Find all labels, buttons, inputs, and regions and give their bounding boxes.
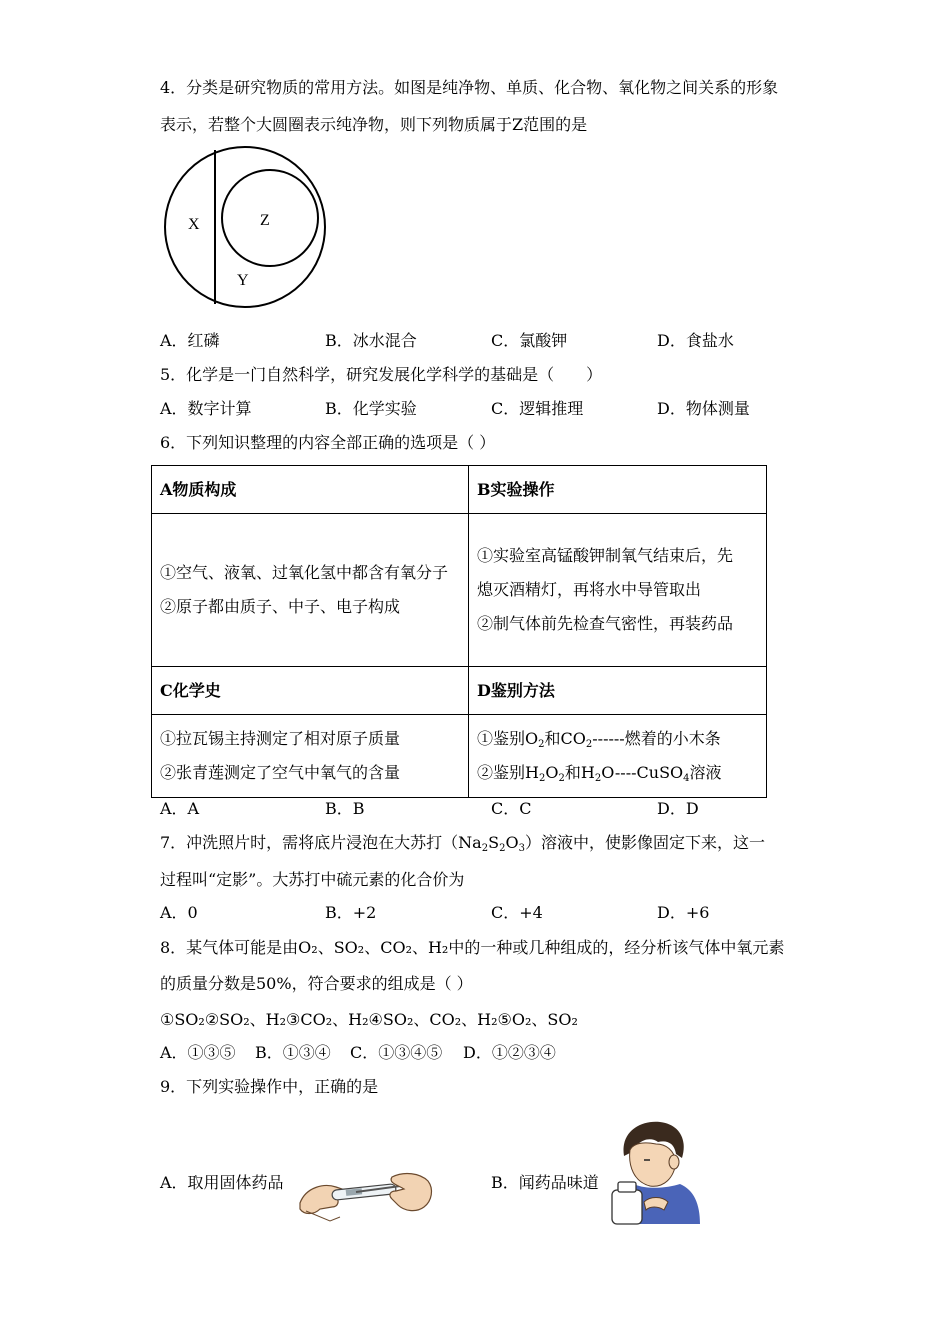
cell-c-body bbox=[152, 715, 469, 798]
q6-option-a[interactable]: A．A bbox=[160, 799, 200, 818]
cell-b-body bbox=[469, 514, 767, 667]
q5-stem: 5．化学是一门自然科学，研究发展化学科学的基础是（ ） bbox=[160, 365, 603, 384]
a-item-2: ②原子都由质子、中子、电子构成 bbox=[160, 597, 401, 616]
q7-option-a[interactable]: A．0 bbox=[160, 903, 198, 922]
q9-stem: 9．下列实验操作中，正确的是 bbox=[160, 1077, 379, 1096]
d-item-1: ①鉴别$O_2$和$CO_2------$燃着的小木条 bbox=[477, 729, 721, 750]
q4-option-a[interactable]: A．红磷 bbox=[160, 331, 220, 350]
q5-option-b[interactable]: B．化学实验 bbox=[325, 399, 417, 418]
b-item-1b: 熄灭酒精灯，再将水中导管取出 bbox=[477, 580, 702, 599]
q4-stem-line1: 4．分类是研究物质的常用方法。如图是纯净物、单质、化合物、氧化物之间关系的形象 bbox=[160, 78, 779, 97]
q8-stem-line1: 8．某气体可能是由O₂、SO₂、CO₂、H₂中的一种或几种组成的，经分析该气体中氧元素 bbox=[160, 938, 785, 957]
q4-option-c[interactable]: C．氯酸钾 bbox=[491, 331, 568, 350]
q4-option-d[interactable]: D．食盐水 bbox=[657, 331, 734, 350]
label-y: Y bbox=[237, 272, 249, 289]
label-z: Z bbox=[260, 212, 270, 229]
q4-stem-line2: 表示，若整个大圆圈表示纯净物，则下列物质属于Z范围的是 bbox=[160, 115, 588, 134]
solid-reagent-illustration bbox=[296, 1165, 434, 1223]
q6-option-b[interactable]: B．B bbox=[325, 799, 365, 818]
b-item-1a: ①实验室高锰酸钾制氧气结束后，先 bbox=[477, 546, 734, 565]
q8-option-c[interactable]: C．①③④⑤ bbox=[350, 1043, 443, 1062]
q7-stem-line1: 7．冲洗照片时，需将底片浸泡在大苏打$(Na_2S_2O_3)$溶液中，使影像固定下来，这一 bbox=[160, 833, 765, 854]
q8-option-b[interactable]: B．①③④ bbox=[255, 1043, 331, 1062]
q5-option-a[interactable]: A．数字计算 bbox=[160, 399, 252, 418]
classification-diagram bbox=[160, 143, 332, 313]
label-x: X bbox=[188, 216, 200, 233]
cell-d-body bbox=[469, 715, 767, 798]
cell-a-title: A物质构成 bbox=[152, 466, 469, 514]
z-circle bbox=[222, 170, 318, 266]
q8-stem-line2: 的质量分数是50%，符合要求的组成是（ ） bbox=[160, 974, 473, 993]
a-item-1: ①空气、液氧、过氧化氢中都含有氧分子 bbox=[160, 563, 449, 582]
smelling-chemical-illustration bbox=[610, 1118, 702, 1226]
q7-option-d[interactable]: D．+6 bbox=[657, 903, 710, 922]
q4-option-b[interactable]: B．冰水混合 bbox=[325, 331, 417, 350]
cell-c-title: C化学史 bbox=[152, 667, 469, 715]
d-item-2: ②鉴别$H_2O_2$和$H_2O----CuSO_4$溶液 bbox=[477, 763, 722, 784]
q8-option-d[interactable]: D．①②③④ bbox=[463, 1043, 556, 1062]
cell-b-title: B实验操作 bbox=[469, 466, 767, 514]
q7-option-c[interactable]: C．+4 bbox=[491, 903, 543, 922]
knowledge-table bbox=[151, 465, 767, 798]
q8-option-a[interactable]: A．①③⑤ bbox=[160, 1043, 236, 1062]
q8-combinations: ①SO₂②SO₂、H₂③CO₂、H₂④SO₂、CO₂、H₂⑤O₂、SO₂ bbox=[160, 1010, 578, 1029]
q6-option-c[interactable]: C．C bbox=[491, 799, 532, 818]
b-item-2: ②制气体前先检查气密性，再装药品 bbox=[477, 614, 734, 633]
c-item-2: ②张青莲测定了空气中氧气的含量 bbox=[160, 763, 401, 782]
q5-option-d[interactable]: D．物体测量 bbox=[657, 399, 750, 418]
q5-option-c[interactable]: C．逻辑推理 bbox=[491, 399, 584, 418]
q7-stem-line2: 过程叫“定影”。大苏打中硫元素的化合价为 bbox=[160, 870, 465, 889]
c-item-1: ①拉瓦锡主持测定了相对原子质量 bbox=[160, 729, 401, 748]
q6-option-d[interactable]: D．D bbox=[657, 799, 699, 818]
q9-option-a[interactable]: A．取用固体药品 bbox=[160, 1173, 284, 1192]
q7-option-b[interactable]: B．+2 bbox=[325, 903, 377, 922]
cell-a-body bbox=[152, 514, 469, 667]
q6-stem: 6．下列知识整理的内容全部正确的选项是（ ） bbox=[160, 433, 496, 452]
cell-d-title: D鉴别方法 bbox=[469, 667, 767, 715]
q9-option-b[interactable]: B．闻药品味道 bbox=[491, 1173, 599, 1192]
